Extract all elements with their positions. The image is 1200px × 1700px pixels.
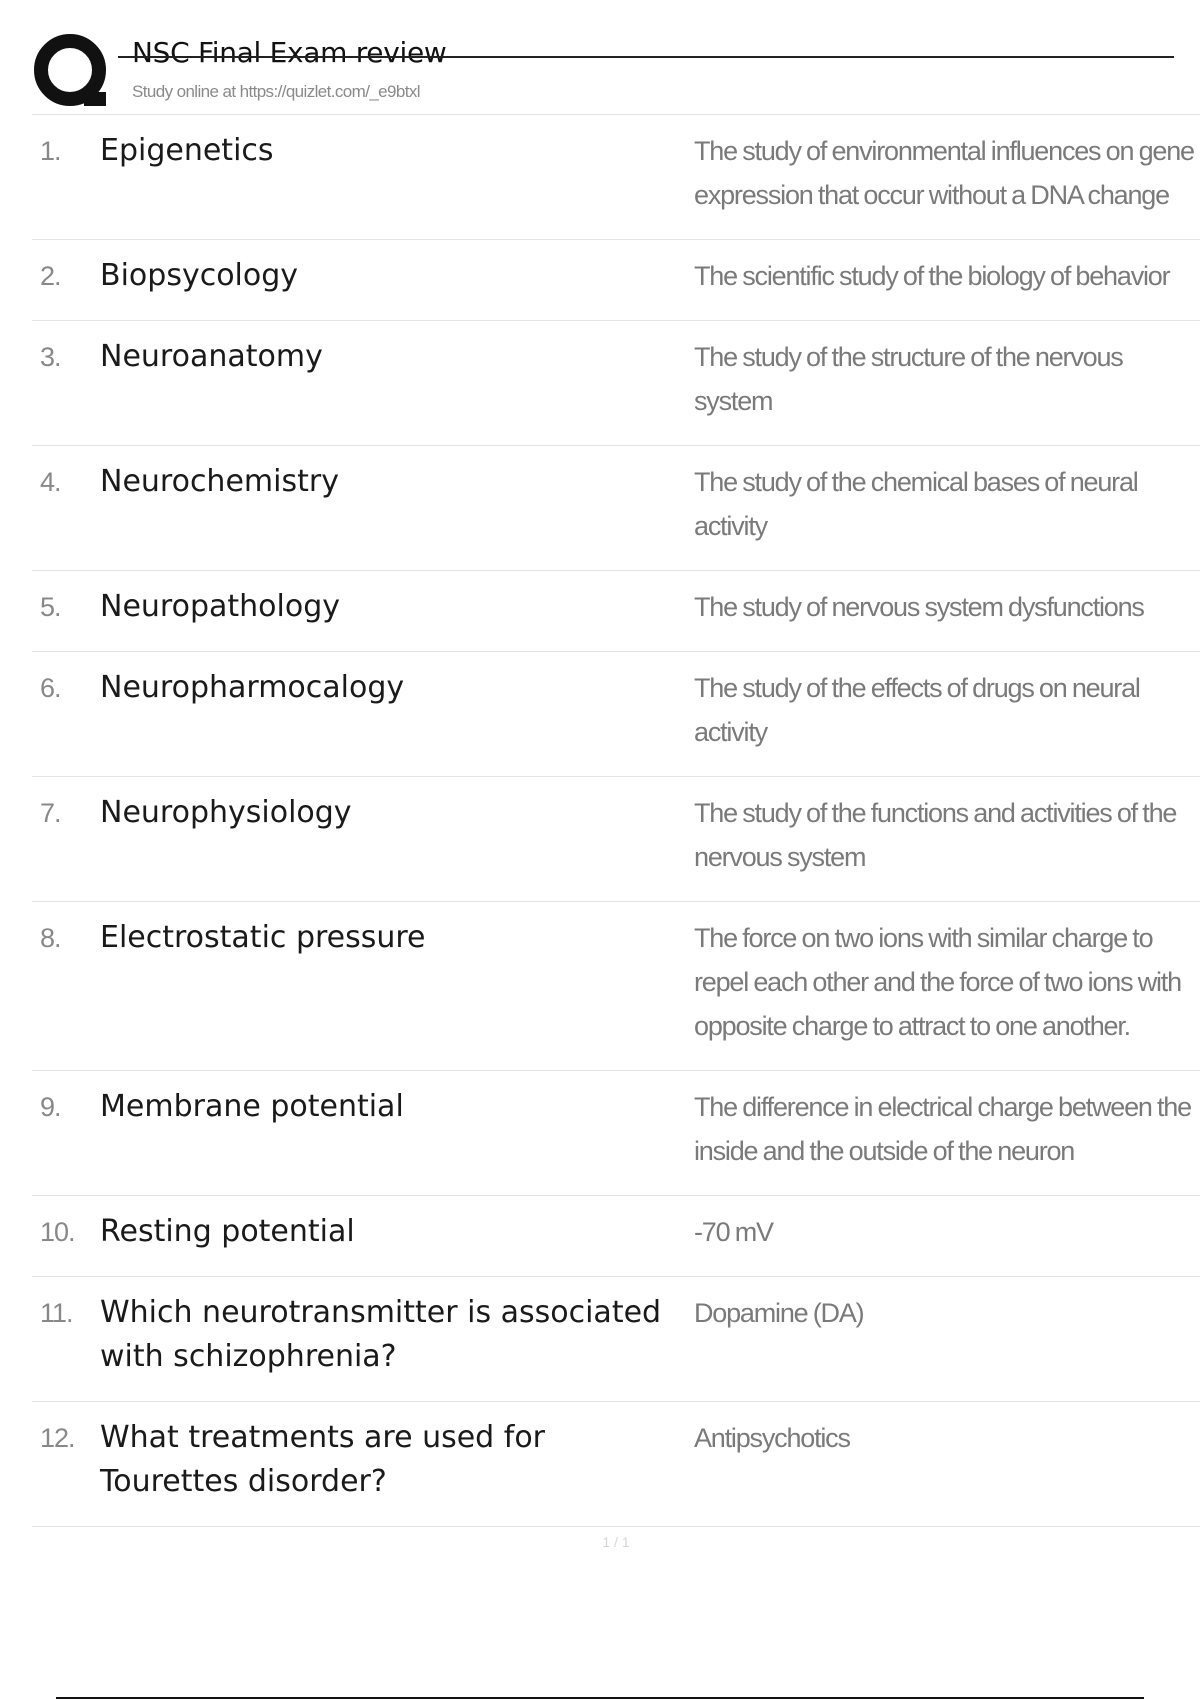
item-definition: The scientific study of the biology of behavior <box>694 261 1170 291</box>
item-term: Neuropharmocalogy <box>100 670 405 705</box>
list-item <box>32 1196 1200 1277</box>
item-definition: -70 mV <box>694 1217 773 1247</box>
item-definition: Antipsychotics <box>694 1423 850 1453</box>
item-number: 12. <box>40 1423 75 1453</box>
list-item <box>32 240 1200 321</box>
item-term: Which neurotransmitter is associated with schizophrenia? <box>100 1295 662 1374</box>
item-term: What treatments are used for Tourettes disorder? <box>100 1420 546 1499</box>
list-item <box>32 446 1200 571</box>
page-number: 1 / 1 <box>602 1534 630 1550</box>
quizlet-logo-icon <box>32 32 112 112</box>
list-item <box>32 902 1200 1071</box>
study-online-link-text[interactable]: Study online at https://quizlet.com/_e9btxl <box>132 82 420 101</box>
list-item <box>32 571 1200 652</box>
list-item <box>32 777 1200 902</box>
item-term: Neuroanatomy <box>100 339 323 374</box>
item-number: 7. <box>40 798 61 828</box>
list-item <box>32 1277 1200 1402</box>
document-header <box>32 30 1142 112</box>
item-definition: The study of nervous system dysfunctions <box>694 592 1144 622</box>
item-definition: The study of the structure of the nervous system <box>694 342 1123 416</box>
list-item <box>32 652 1200 777</box>
item-definition: The difference in electrical charge between the inside and the outside of the neuron <box>694 1092 1191 1166</box>
item-number: 2. <box>40 261 61 291</box>
list-item <box>32 1402 1200 1527</box>
item-number: 10. <box>40 1217 75 1247</box>
item-term: Membrane potential <box>100 1089 404 1124</box>
item-number: 6. <box>40 673 61 703</box>
item-number: 5. <box>40 592 61 622</box>
item-term: Resting potential <box>100 1214 355 1249</box>
item-number: 9. <box>40 1092 61 1122</box>
footer-divider <box>56 1697 1144 1699</box>
list-item <box>32 321 1200 446</box>
item-definition: The force on two ions with similar charge to repel each other and the force of two ions with opposite charge to attract to one another. <box>694 923 1181 1041</box>
title-strike-rule <box>118 56 1174 58</box>
item-definition: The study of the chemical bases of neural activity <box>694 467 1138 541</box>
item-term: Electrostatic pressure <box>100 920 426 955</box>
flashcard-list <box>32 114 1200 1527</box>
item-term: Epigenetics <box>100 133 274 168</box>
item-term: Neurochemistry <box>100 464 339 499</box>
item-definition: The study of the effects of drugs on neural activity <box>694 673 1140 747</box>
item-definition: Dopamine (DA) <box>694 1298 864 1328</box>
item-number: 8. <box>40 923 61 953</box>
item-number: 4. <box>40 467 61 497</box>
item-definition: The study of environmental influences on gene expression that occur without a DNA change <box>694 136 1194 210</box>
document-title: NSC Final Exam review <box>132 36 447 69</box>
item-definition: The study of the functions and activities of the nervous system <box>694 798 1177 872</box>
item-number: 1. <box>40 136 61 166</box>
list-item <box>32 1071 1200 1196</box>
item-number: 11. <box>40 1298 73 1328</box>
list-item <box>32 115 1200 240</box>
item-term: Neurophysiology <box>100 795 352 830</box>
item-number: 3. <box>40 342 61 372</box>
item-term: Neuropathology <box>100 589 340 624</box>
item-term: Biopsycology <box>100 258 299 293</box>
